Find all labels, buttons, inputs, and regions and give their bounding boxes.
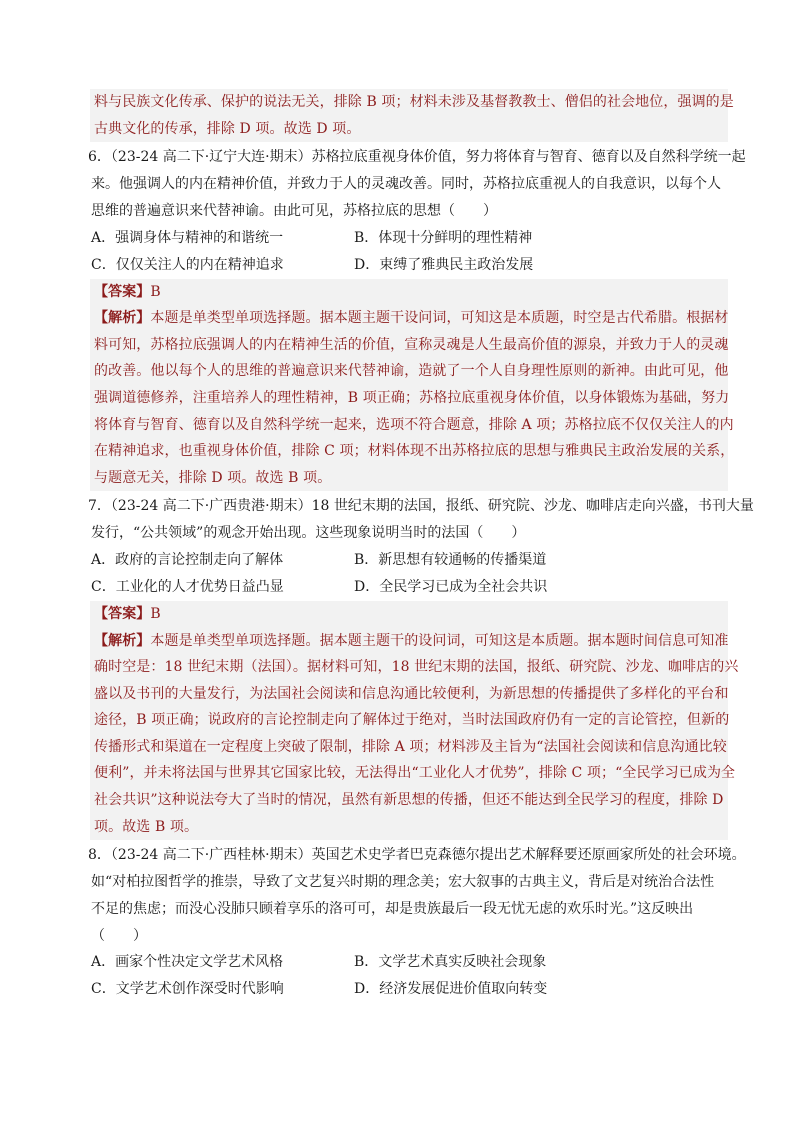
analysis-line: 料可知，苏格拉底强调人的内在精神生活的价值，宣称灵魂是人生最高价值的源泉，并致力于人的灵魂	[94, 336, 729, 353]
answer-line	[94, 601, 724, 628]
answer-value: B	[150, 605, 161, 622]
question-stem-first: 8．（23-24 高二下·广西桂林·期末）英国艺术史学者巴克森德尔提出艺术解释要还原画家所处的社会环境。	[88, 847, 746, 864]
answer-tag: 【答案】	[94, 283, 151, 300]
option-a: A．画家个性决定文学艺术风格	[91, 954, 284, 971]
question-stem-line: （ ）	[91, 927, 147, 944]
options-row	[88, 574, 728, 601]
analysis-line: 与题意无关，排除 D 项。故选 B 项。	[94, 469, 332, 486]
option-c: C．仅仅关注人的内在精神追求	[91, 256, 284, 273]
option-b: B．新思想有较通畅的传播渠道	[354, 551, 547, 568]
analysis-line: 古典文化的传承，排除 D 项。故选 D 项。	[94, 120, 361, 137]
option-c: C．文学艺术创作深受时代影响	[91, 981, 284, 998]
option-d: D．束缚了雅典民主政治发展	[354, 256, 534, 273]
analysis-line: 社会共识”这种说法夸大了当时的情况，虽然有新思想的传播，但还不能达到全民学习的程度，排除 D	[94, 792, 724, 809]
analysis-first-line	[94, 628, 729, 655]
option-c: C．工业化的人才优势日益凸显	[91, 578, 284, 595]
analysis-tag: 【解析】	[94, 310, 151, 327]
question-7	[88, 493, 754, 601]
analysis-line: 料与民族文化传承、保护的说法无关，排除 B 项；材料未涉及基督教教士、僧侣的社会地位，强调的是	[94, 94, 734, 110]
option-b: B．体现十分鲜明的理性精神	[354, 229, 533, 246]
answer-block-7	[90, 601, 739, 840]
analysis-line: 确时空是：18 世纪末期（法国）。据材料可知，18 世纪末期的法国，报纸、研究院、沙龙、咖啡店的兴	[94, 659, 739, 676]
analysis-line: 在精神追求，也重视身体价值，排除 C 项；材料体现不出苏格拉底的思想与雅典民主政治发展的关系，	[94, 443, 735, 460]
answer-tag: 【答案】	[94, 605, 151, 622]
option-d: D．全民学习已成为全社会共识	[354, 578, 548, 595]
question-stem-line: 思维的普遍意识来代替神谕。由此可见，苏格拉底的思想（ ）	[91, 202, 497, 219]
options-row	[88, 949, 728, 976]
question-8	[88, 842, 746, 1003]
analysis-line: 盛以及书刊的大量发行，为法国社会阅读和信息沟通比较便利，为新思想的传播提供了多样化的平台和	[94, 685, 729, 702]
question-6	[88, 144, 746, 278]
option-a: A．强调身体与精神的和谐统一	[91, 229, 284, 246]
analysis-line: 项。故选 B 项。	[94, 818, 199, 835]
question-stem-line: 如“对柏拉图哲学的推崇，导致了文艺复兴时期的理念美；宏大叙事的古典主义，背后是对统治合法性	[91, 874, 715, 891]
question-stem-line: 来。他强调人的内在精神价值，并致力于人的灵魂改善。同时，苏格拉底重视人的自我意识，以每个人	[91, 175, 721, 192]
question-stem-line: 不足的焦虑；而没心没肺只顾着享乐的洛可可，却是贵族最后一段无忧无虑的欢乐时光。”这反映出	[91, 900, 694, 917]
analysis-line: 传播形式和渠道在一定程度上突破了限制，排除 A 项；材料涉及主旨为“法国社会阅读和信息沟通比较	[94, 738, 727, 755]
question-stem-line: 发行，“公共领域”的观念开始出现。这些现象说明当时的法国（ ）	[91, 525, 526, 542]
analysis-line: 将体育与智育、德育以及自然科学统一起来，选项不符合题意，排除 A 项；苏格拉底不仅仅关注人的内	[94, 416, 734, 433]
answer-value: B	[150, 283, 161, 300]
answer-block-6	[90, 279, 735, 492]
analysis-text: 本题是单类型单项选择题。据本题主题干设问词，可知这是本质题，时空是古代希腊。根据材	[150, 310, 729, 327]
option-d: D．经济发展促进价值取向转变	[354, 981, 548, 998]
analysis-line: 的改善。他以每个人的思维的普遍意识来代替神谕，造就了一个人自身理性原则的新神。由此可见，他	[94, 363, 729, 380]
options-row	[88, 547, 728, 574]
options-row	[88, 976, 728, 1003]
question-stem-first: 6．（23-24 高二下·辽宁大连·期末）苏格拉底重视身体价值，努力将体育与智育、德育以及自然科学统一起	[88, 149, 746, 166]
document-content	[88, 89, 754, 1003]
analysis-line: 途径，B 项正确；说政府的言论控制走向了解体过于绝对，当时法国政府仍有一定的言论管控，但新的	[94, 712, 730, 729]
option-b: B．文学艺术真实反映社会现象	[354, 954, 547, 971]
option-a: A．政府的言论控制走向了解体	[91, 551, 284, 568]
analysis-line: 强调道德修养，注重培养人的理性精神，B 项正确；苏格拉底重视身体价值，以身体锻炼为基础，努力	[94, 389, 730, 406]
analysis-first-line	[94, 305, 729, 332]
analysis-line: 便利”，并未将法国与世界其它国家比较，无法得出“工业化人才优势”，排除 C 项；“全民学习已成为全	[94, 765, 736, 782]
options-row	[88, 252, 728, 279]
options-row	[88, 225, 728, 252]
analysis-text: 本题是单类型单项选择题。据本题主题干的设问词，可知这是本质题。据本题时间信息可知准	[150, 632, 729, 649]
question-stem-first: 7．（23-24 高二下·广西贵港·期末）18 世纪末期的法国，报纸、研究院、沙龙、咖啡店走向兴盛，书刊大量	[88, 498, 754, 515]
analysis-continuation	[90, 89, 734, 142]
answer-line	[94, 279, 724, 306]
analysis-tag: 【解析】	[94, 632, 151, 649]
